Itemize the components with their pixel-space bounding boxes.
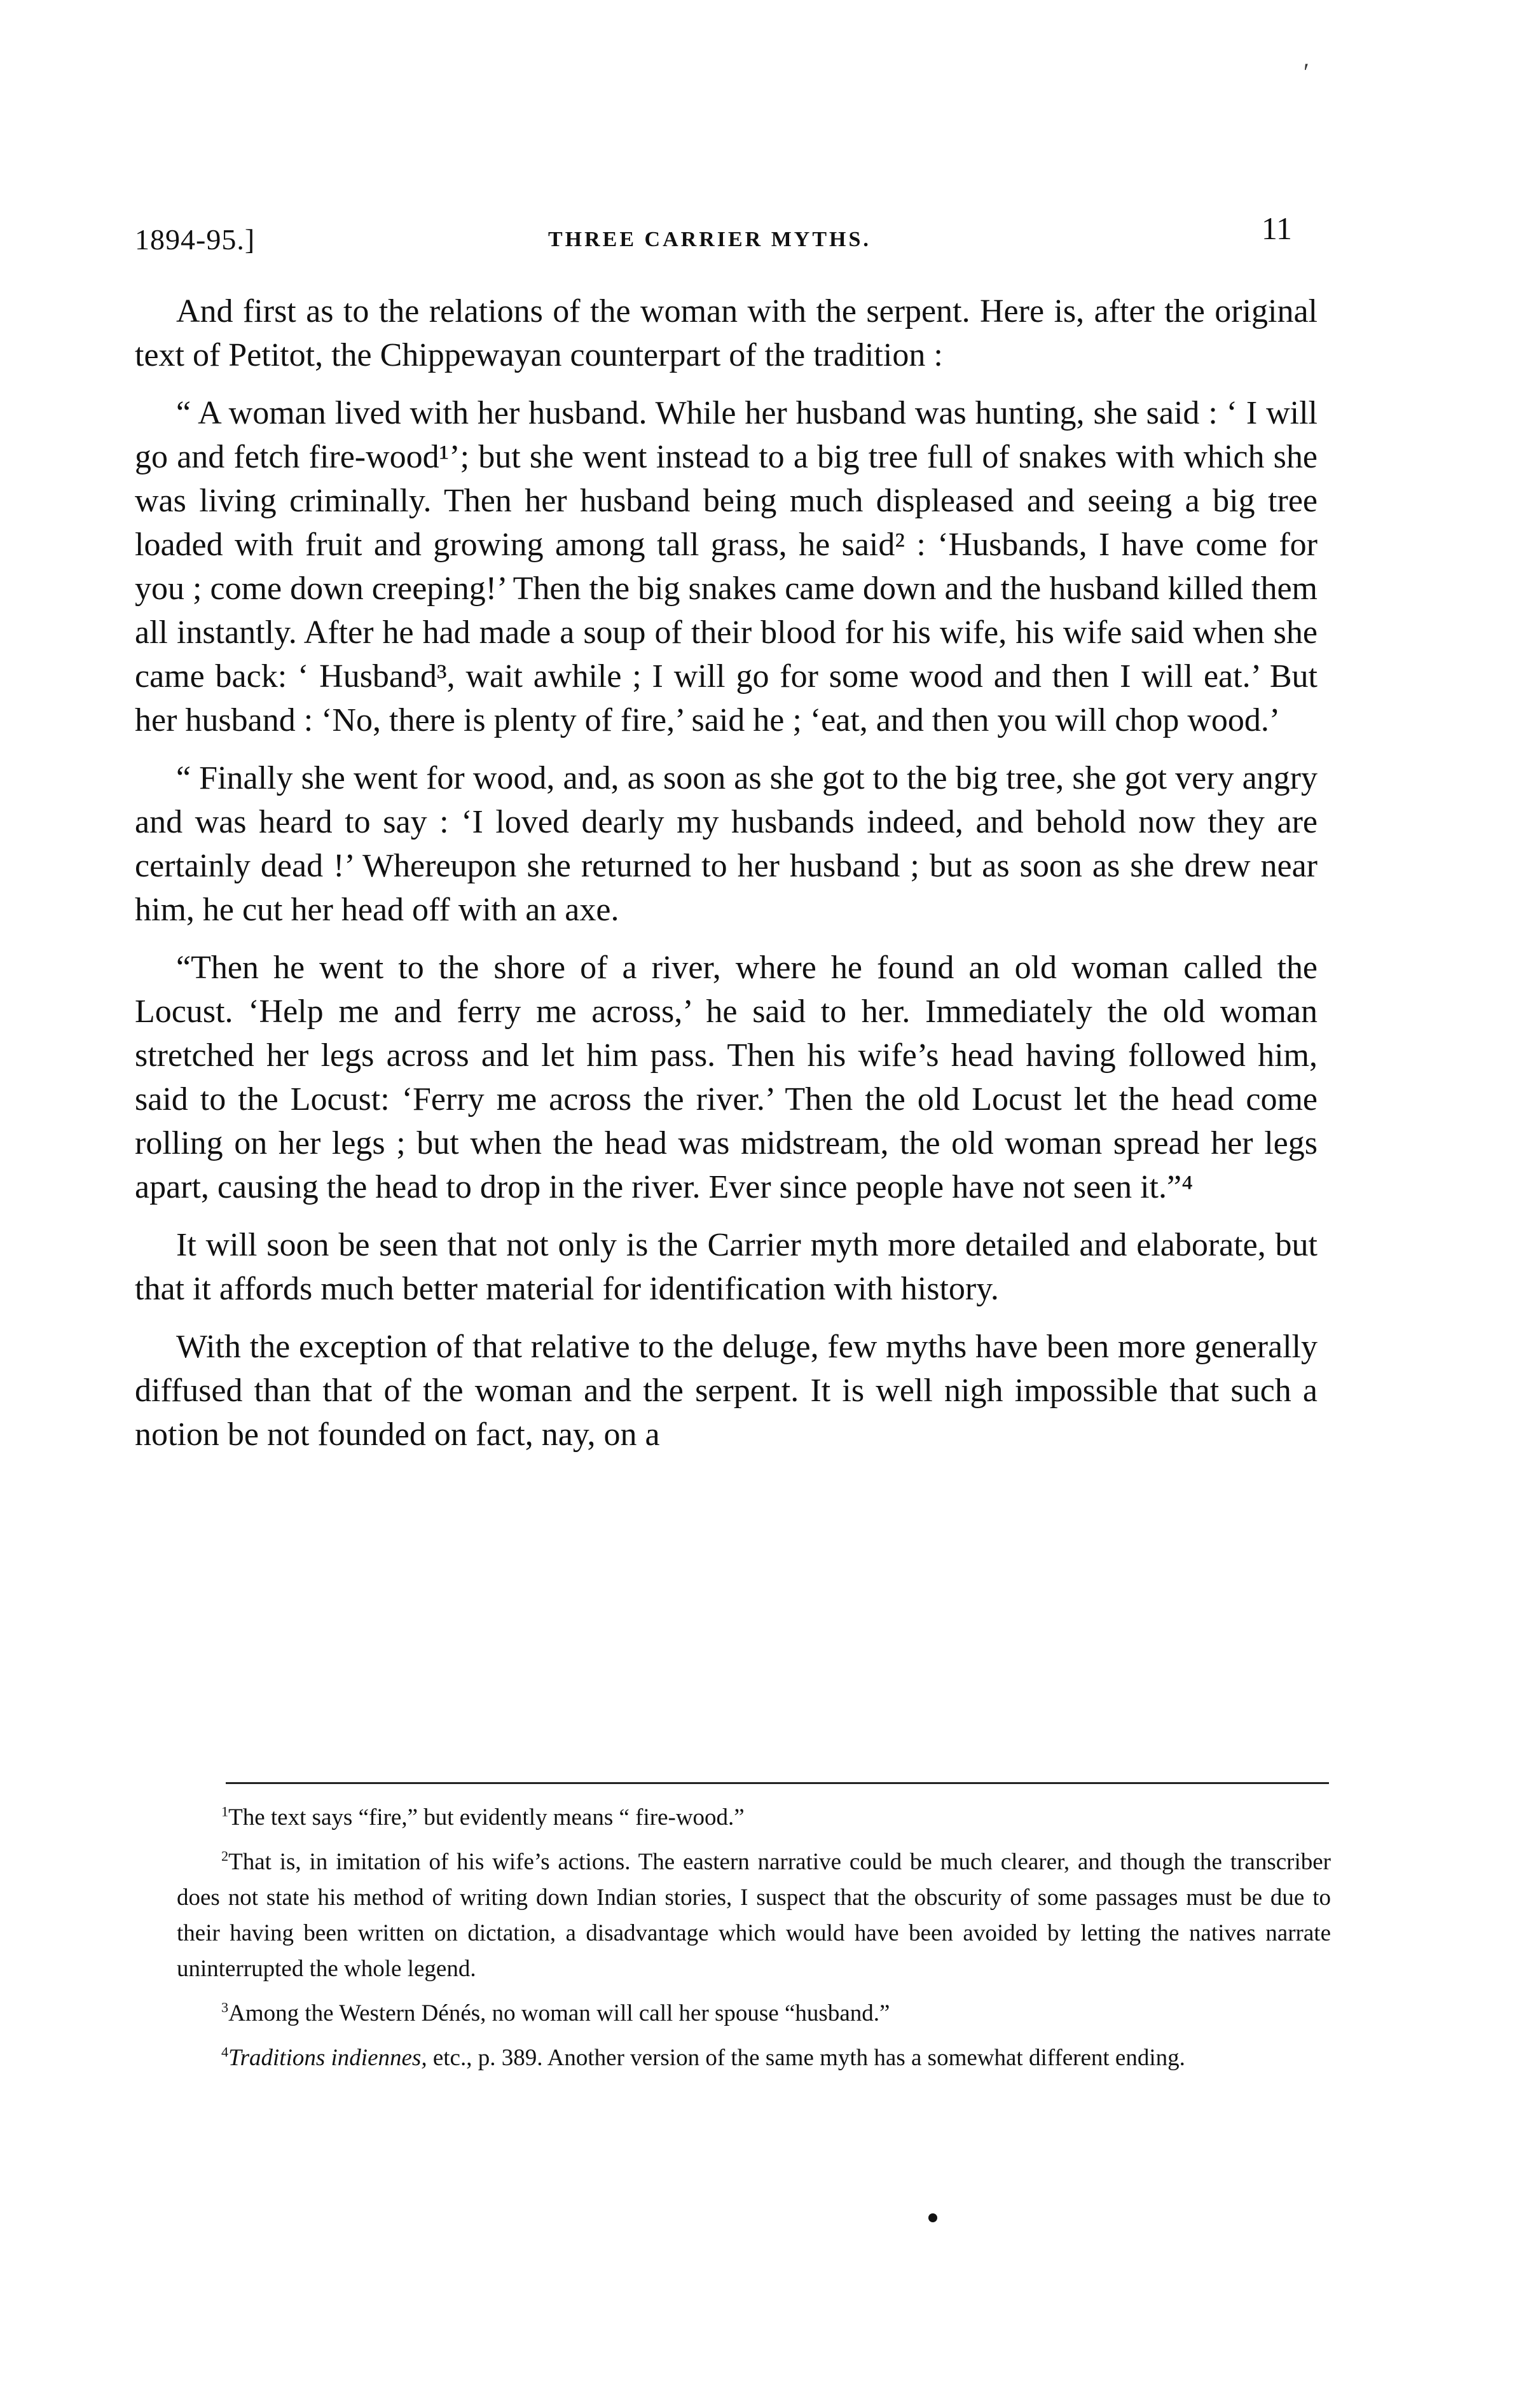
footnote-text: That is, in imitation of his wife’s actions. The eastern narrative could be much clearer, and though the transcriber does not state his method of writing down Indian stories, I suspect that the obscurity of some passages must be due to their having been written on dictation, a disadvantage which would have been avoided by letting the natives narrate uninterrupted the whole legend.	[177, 1849, 1331, 1982]
page-number: 11	[1261, 211, 1292, 246]
footnote-2	[177, 1844, 1331, 1987]
header-title: THREE CARRIER MYTHS.	[548, 228, 871, 251]
footnote-marker: 1	[221, 1803, 229, 1820]
body-text	[135, 289, 1318, 1470]
footnote-4	[177, 2040, 1331, 2076]
running-head	[135, 210, 1292, 254]
paragraph-quote-3: “Then he went to the shore of a river, where he found an old woman called the Locust. ‘Help me and ferry me across,’ he said to her. Immediately the old woman stretched her legs across and let him pass. Then his wife’s head having followed him, said to the Locust: ‘Ferry me across the river.’ Then the old Locust let the head come rolling on her legs ; but when the head was midstream, the old woman spread her legs apart, causing the head to drop in the river. Ever since people have not seen it.”⁴	[135, 950, 1318, 1205]
paragraph-continuation: With the exception of that relative to the deluge, few myths have been more generally diffused than that of the woman and the serpent. It is well nigh impossible that such a notion be not founded on fact, nay, on a	[135, 1329, 1318, 1453]
paragraph-quote-1: “ A woman lived with her husband. While her husband was hunting, she said : ‘ I will go and fetch fire-wood¹’; but she went instead to a big tree full of snakes with which she was living criminally. Then her husband being much displeased and seeing a big tree loaded with fruit and growing among tall grass, he said² : ‘Husbands, I have come for you ; come down creeping!’ Then the big snakes came down and the husband killed them all instantly. After he had made a soup of their blood for his wife, his wife said when she came back: ‘ Husband³, wait awhile ; I will go for some wood and then I will eat.’ But her husband : ‘No, there is plenty of fire,’ said he ; ‘eat, and then you will chop wood.’	[135, 395, 1318, 738]
footnote-text: etc., p. 389. Another version of the same myth has a somewhat different ending.	[432, 2045, 1185, 2071]
footnote-text: The text says “fire,” but evidently means “ fire-wood.”	[228, 1804, 745, 1830]
footnotes	[177, 1800, 1331, 2085]
footnote-marker: 2	[221, 1848, 229, 1864]
header-volume-years: 1894-95.]	[135, 223, 256, 256]
footnote-marker: 4	[221, 2044, 229, 2060]
margin-mark: ′	[1304, 58, 1309, 86]
paragraph-commentary: It will soon be seen that not only is the Carrier myth more detailed and elaborate, but that it affords much better material for identification with history.	[135, 1227, 1318, 1307]
paragraph-quote-2: “ Finally she went for wood, and, as soon as she got to the big tree, she got very angry and was heard to say : ‘I loved dearly my husbands indeed, and behold now they are certainly dead !’ Whereupon she returned to her husband ; but as soon as she drew near him, he cut her head off with an axe.	[135, 760, 1318, 928]
cited-work-title: Traditions indiennes,	[228, 2045, 427, 2071]
footnote-marker: 3	[221, 1999, 229, 2016]
footnote-1	[177, 1800, 1331, 1836]
bottom-dot-mark	[928, 2213, 937, 2222]
footnote-3	[177, 1996, 1331, 2031]
footnote-text: Among the Western Dénés, no woman will call her spouse “husband.”	[228, 2000, 890, 2026]
footnote-rule	[226, 1782, 1329, 1784]
paragraph-intro: And first as to the relations of the woman with the serpent. Here is, after the original text of Petitot, the Chippewayan counterpart of the tradition :	[135, 293, 1318, 373]
